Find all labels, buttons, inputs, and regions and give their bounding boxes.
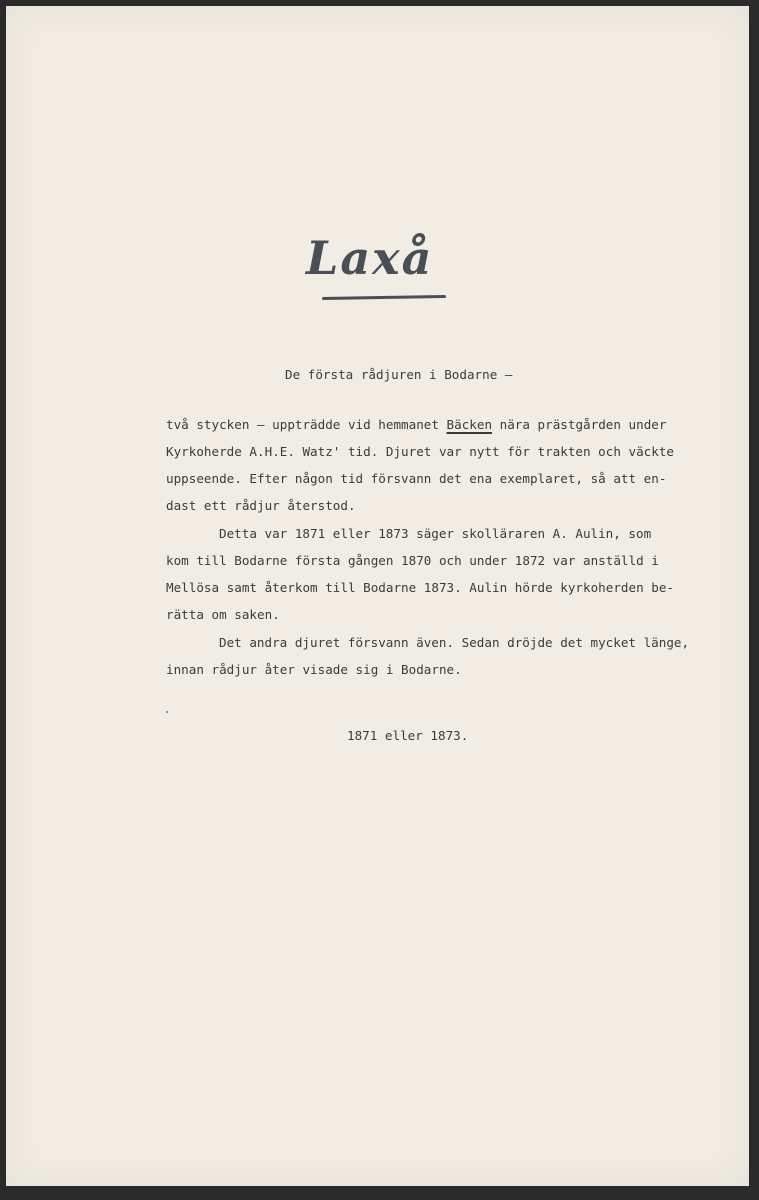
document-heading: De första rådjuren i Bodarne – [285,367,513,382]
title-underline [322,295,446,300]
paragraph-2-line-1: Detta var 1871 eller 1873 säger skolläraren A. Aulin, som [219,526,652,541]
paragraph-1 [166,411,674,519]
handwritten-title: Laxå [306,231,434,285]
paragraph-3-line-1: Det andra djuret försvann även. Sedan dröjde det mycket länge, [219,635,690,650]
ink-dot [166,711,168,713]
paragraph-1-line-1 [166,411,674,438]
paragraph-2 [166,520,674,628]
paragraph-3-line-2: innan rådjur åter visade sig i Bodarne. [166,662,462,677]
document-page [6,6,749,1186]
line-1-text-after: nära prästgården under [492,417,667,432]
paragraph-1-line-4: dast ett rådjur återstod. [166,498,356,513]
paragraph-1-line-3: uppseende. Efter någon tid försvann det ena exemplaret, så att en- [166,471,667,486]
underlined-place-name: Bäcken [446,417,493,432]
paragraph-2-line-2: kom till Bodarne första gången 1870 och under 1872 var anställd i [166,553,659,568]
paragraph-1-line-2: Kyrkoherde A.H.E. Watz' tid. Djuret var nytt för trakten och väckte [166,444,674,459]
paragraph-2-line-4: rätta om saken. [166,607,280,622]
paragraph-3 [166,629,689,683]
line-1-text-before: två stycken – uppträdde vid hemmanet [166,417,447,432]
paragraph-2-line-3: Mellösa samt återkom till Bodarne 1873. Aulin hörde kyrkoherden be- [166,580,674,595]
date-note: 1871 eller 1873. [347,728,469,743]
